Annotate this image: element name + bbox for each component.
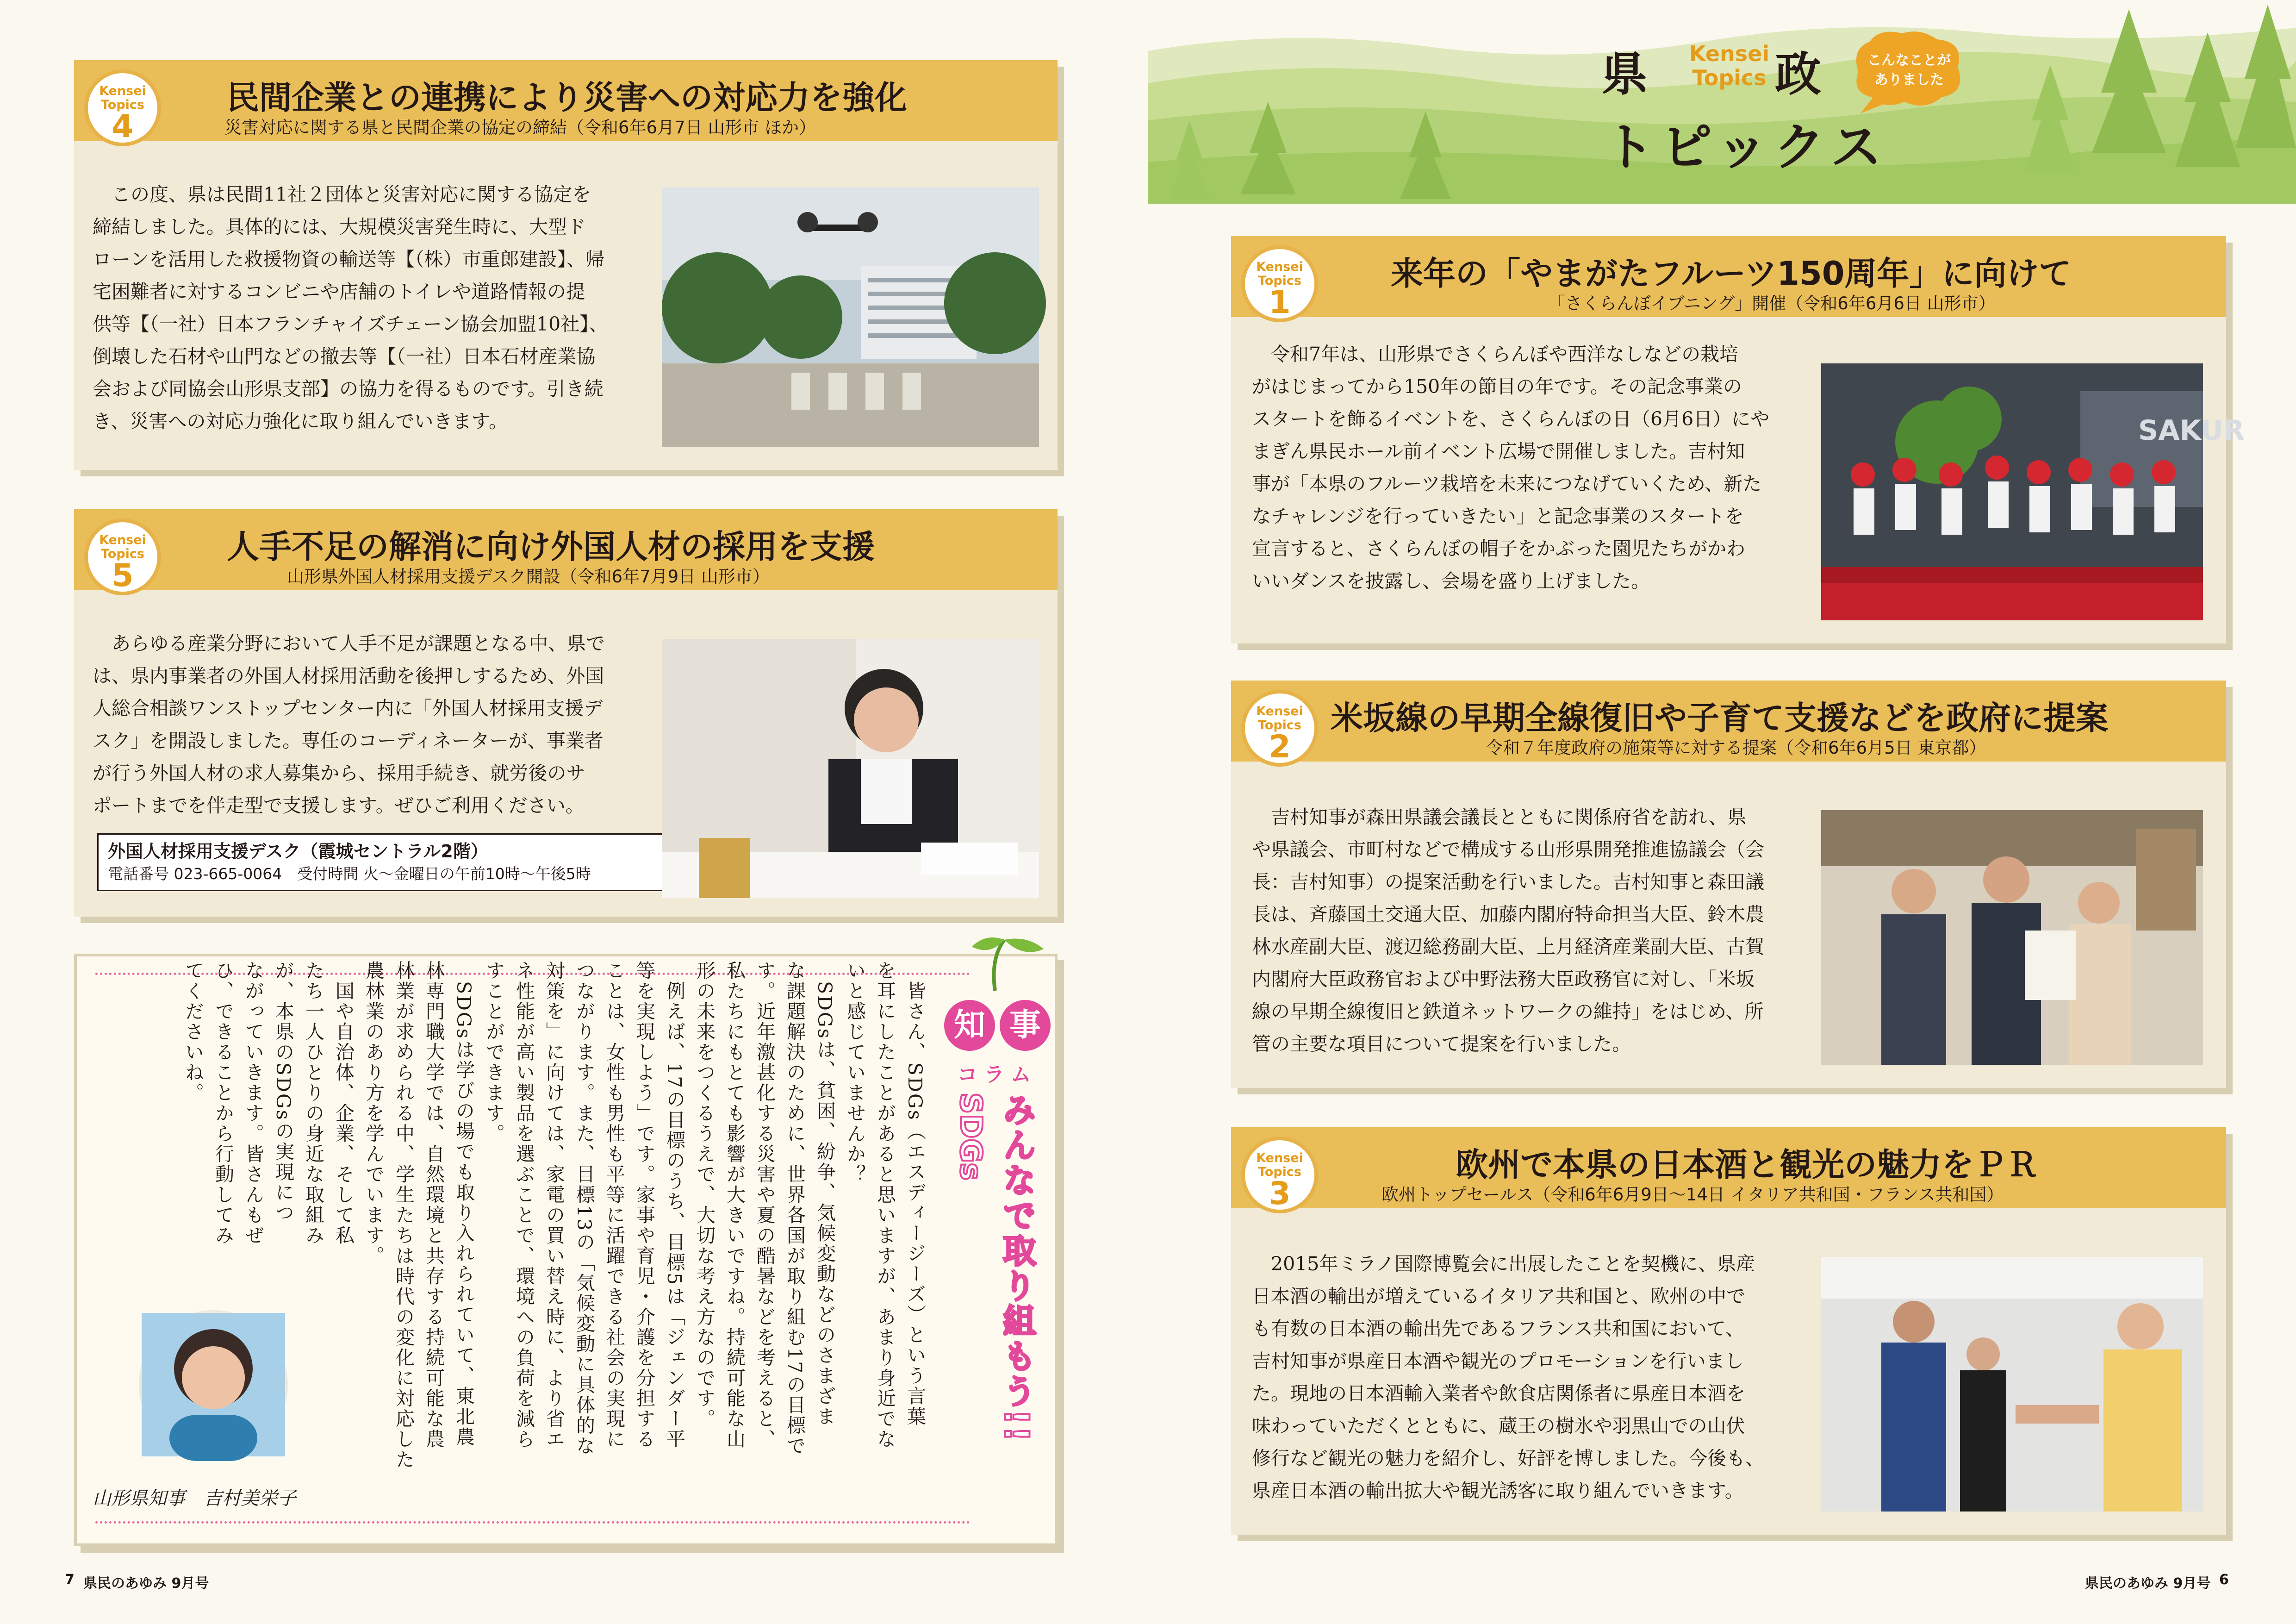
text-line: た。現地の日本酒輸入業者や飲食店関係者に県産日本酒を: [1252, 1382, 1745, 1405]
europe-sake-promotion-photo: [1821, 1257, 2203, 1512]
topics-header-banner: [1148, 0, 2296, 204]
text-line: スク」を開設しました。専任のコーディネーターが、事業者: [93, 730, 604, 752]
text-line: がはじまってから150年の節目の年です。その記念事業の: [1252, 375, 1742, 398]
drone-delivery-photo: [662, 187, 1039, 447]
topic-1-title: 来年の「やまがたフルーツ150周年」に向けて: [1391, 255, 2072, 293]
text-line: 味わっていただくとともに、蔵王の樹氷や羽黒山での山伏: [1252, 1415, 1745, 1437]
column-line: 皆さん、SDGs（エスディージーズ）という言葉: [904, 961, 926, 1427]
topic-4-subtitle: 災害対応に関する県と民間企業の協定の締結（令和6年6月7日 山形市 ほか）: [224, 118, 816, 137]
topic-1-photo: [1821, 363, 2245, 620]
text-line: まぎん県民ホール前イベント広場で開催しました。吉村知: [1252, 440, 1745, 462]
text-line: き、災害への対応力強化に取り組んでいきます。: [93, 410, 508, 432]
text-line: 線の早期全線復旧と鉄道ネットワークの維持」をはじめ、所: [1252, 1000, 1764, 1023]
text-line: この度、県は民間11社２団体と災害対応に関する協定を: [93, 183, 591, 206]
text-line: 修行など観光の魅力を紹介し、好評を博しました。今後も、: [1252, 1447, 1764, 1469]
text-line: いいダンスを披露し、会場を盛り上げました。: [1252, 570, 1650, 592]
proposal-meeting-photo: [1821, 810, 2203, 1065]
badge-topics-text: Topics: [100, 98, 145, 112]
topic-3-badge: [1241, 1137, 1318, 1213]
text-line: 吉村知事が森田県議会議長とともに関係府省を訪れ、県: [1252, 806, 1747, 828]
column-line: ことは、女性も男性も平等に活躍できる社会の実現に: [603, 961, 625, 1449]
speech-bubble: [1851, 28, 1967, 116]
footer-left-page-number: 7: [65, 1572, 75, 1588]
governor-portrait: [139, 1310, 288, 1459]
column-line: てくださいね。: [182, 961, 204, 1103]
topic-4-photo: [662, 187, 1039, 447]
badge-kensei-text: Kensei: [99, 84, 146, 98]
badge-topics-text: Topics: [100, 547, 145, 561]
bubble-text: [1851, 51, 1967, 90]
column-line: ネ性能が高い製品を選ぶことで、環境への負荷を減ら: [513, 961, 535, 1449]
column-line: いと感じていませんか？: [844, 961, 866, 1185]
text-line: スタートを飾るイベントを、さくらんぼの日（6月6日）にや: [1252, 408, 1770, 430]
column-line: 国や自治体、企業、そして私: [332, 961, 355, 1246]
topic-2-number: 2: [1269, 729, 1291, 765]
topic-card-2: [1231, 681, 2226, 1088]
column-line: 私たちにもとても影響が大きいですね。持続可能な山: [723, 961, 746, 1449]
column-line: 等を実現しよう」です。家事や育児・介護を分担する: [633, 961, 655, 1449]
topic-5-title: 人手不足の解消に向け外国人材の採用を支援: [227, 528, 875, 566]
text-line: が行う外国人材の求人募集から、採用手続き、就労後のサ: [93, 762, 585, 784]
topic-5-info-box: [97, 833, 664, 891]
header-topics-word: Topics: [1692, 65, 1767, 90]
topic-5-badge: [84, 518, 161, 595]
topic-3-photo: [1821, 1257, 2203, 1512]
info-box-title: 外国人材採用支援デスク（霞城セントラル2階）: [108, 841, 488, 862]
column-label-ji: 事: [1000, 1000, 1051, 1051]
column-line: 林業が求められる中、学生たちは時代の変化に対応した: [392, 961, 415, 1470]
topic-1-number: 1: [1269, 284, 1291, 321]
topic-card-4: [74, 60, 1058, 470]
footer-left-title: 県民のあゆみ 9月号: [83, 1575, 209, 1592]
text-line: 吉村知事が県産日本酒や観光のプロモーションを行いまし: [1252, 1350, 1744, 1372]
bubble-line-2: ありました: [1874, 72, 1944, 88]
topic-4-number: 4: [112, 108, 134, 145]
column-line: 形の未来をつくるうえで、大切な考え方なのです。: [693, 961, 716, 1429]
text-line: 長：吉村知事）の提案活動を行いました。吉村知事と森田議: [1252, 871, 1764, 893]
column-line: ながっていきます。皆さんもぜ: [242, 961, 264, 1246]
column-heading: [935, 935, 1055, 1454]
footer-right-page-number: 6: [2219, 1572, 2229, 1588]
column-line: たち一人ひとりの身近な取組み: [302, 961, 324, 1246]
topic-2-badge: [1241, 690, 1318, 767]
topic-5-subtitle: 山形県外国人材採用支援デスク開設（令和6年7月9日 山形市）: [287, 567, 770, 587]
badge-topics-text: Topics: [1257, 1165, 1302, 1179]
text-line: は、県内事業者の外国人材採用活動を後押しするため、外国: [93, 665, 604, 687]
column-line: ひ、できることから行動してみ: [212, 961, 234, 1246]
column-label-column: コラム: [957, 1063, 1038, 1087]
governor-signature: 山形県知事 吉村美栄子: [93, 1488, 296, 1509]
badge-topics-text: Topics: [1257, 274, 1302, 288]
topic-1-body: [1252, 338, 1835, 597]
topic-2-title: 米坂線の早期全線復旧や子育て支援などを政府に提案: [1331, 699, 2108, 737]
badge-kensei-text: Kensei: [99, 533, 146, 547]
text-line: 内閣府大臣政務官および中野法務大臣政務官に対し、「米坂: [1252, 968, 1755, 990]
topic-5-body: [93, 627, 694, 822]
text-line: なチャレンジを行っていきたい」と記念事業のスタートを: [1252, 505, 1744, 527]
column-line: 農林業のあり方を学んでいます。: [362, 961, 385, 1266]
text-line: 締結しました。具体的には、大規模災害発生時に、大型ド: [93, 216, 586, 238]
text-line: 令和7年は、山形県でさくらんぼや西洋なしなどの栽培: [1252, 343, 1739, 365]
column-line: す。近年激甚化する災害や夏の酷暑などを考えると、: [753, 961, 776, 1449]
column-line: すことができます。: [483, 961, 505, 1144]
header-kensei-word: Kensei: [1689, 41, 1770, 66]
text-line: 人総合相談ワンストップセンター内に「外国人材採用支援デ: [93, 697, 603, 719]
column-line: を耳にしたことがあると思いますが、あまり身近でな: [874, 961, 896, 1449]
column-line: 対策を」に向けては、家電の買い替え時に、より省エ: [543, 961, 565, 1449]
topic-3-body: [1252, 1248, 1854, 1507]
topic-card-1: [1231, 236, 2245, 643]
text-line: 宅困難者に対するコンビニや店舗のトイレや道路情報の提: [93, 281, 585, 303]
header-kanji-sei: 政: [1775, 47, 1821, 101]
topic-2-body: [1252, 801, 1854, 1060]
badge-kensei-text: Kensei: [1256, 260, 1303, 274]
topic-4-badge: [84, 69, 161, 146]
text-line: 事が「本県のフルーツ栽培を未来につなげていくため、新た: [1252, 473, 1762, 495]
cherry-kids-dance-photo: [1821, 363, 2203, 620]
photo-sign-text: SAKUR: [2138, 414, 2245, 447]
text-line: 倒壊した石材や山門などの撤去等【（一社）日本石材産業協: [93, 345, 596, 368]
header-topics-title: トピックス: [1604, 118, 1888, 177]
text-line: あらゆる産業分野において人手不足が課題となる中、県で: [93, 632, 605, 655]
column-line: が、本県のSDGsの実現につ: [272, 961, 294, 1223]
header-kensei-en: [1689, 42, 1769, 90]
column-line: SDGsは、貧困、紛争、気候変動などのさまざま: [814, 961, 836, 1427]
column-line: つながります。また、目標13の「気候変動に具体的な: [573, 961, 595, 1456]
topic-4-title: 民間企業との連携により災害への対応力を強化: [227, 79, 907, 117]
text-line: 会および同協会山形県支部】の協力を得るものです。引き続: [93, 378, 604, 400]
topic-1-subtitle: 「さくらんぼイブニング」開催（令和6年6月6日 山形市）: [1548, 294, 1996, 313]
topic-2-subtitle: 令和７年度政府の施策等に対する提案（令和6年6月5日 東京都）: [1486, 738, 1986, 758]
column-line: SDGsは学びの場でも取り入れられていて、東北農: [453, 961, 475, 1447]
header-kanji-ken: 県: [1601, 47, 1648, 101]
badge-kensei-text: Kensei: [1256, 1151, 1303, 1165]
text-line: 林水産副大臣、渡辺総務副大臣、上月経済産業副大臣、古賀: [1252, 936, 1764, 958]
topic-card-3: [1231, 1127, 2226, 1535]
bubble-line-1: こんなことが: [1867, 52, 1951, 69]
topic-card-5: [74, 509, 1058, 917]
topic-3-title: 欧州で本県の日本酒と観光の魅力をＰＲ: [1456, 1146, 2039, 1184]
column-line: 林専門職大学では、自然環境と共存する持続可能な農: [423, 961, 445, 1449]
column-line: な課題解決のために、世界各国が取り組む17の目標で: [784, 961, 806, 1456]
topic-1-badge: [1241, 245, 1318, 322]
text-line: 長は、斉藤国土交通大臣、加藤内閣府特命担当大臣、鈴木農: [1252, 903, 1764, 925]
topic-5-photo: [662, 639, 1039, 898]
topic-5-number: 5: [112, 557, 134, 594]
footer-right-title: 県民のあゆみ 9月号: [2085, 1575, 2211, 1592]
badge-topics-text: Topics: [1257, 718, 1302, 732]
foreign-talent-desk-photo: [662, 639, 1039, 898]
column-headline: みんなで取り組もう!!: [997, 1093, 1036, 1443]
column-headline-sub: SDGs: [953, 1093, 988, 1181]
text-line: も有数の日本酒の輸出先であるフランス共和国において、: [1252, 1318, 1744, 1340]
info-box-detail: 電話番号 023-665-0064 受付時間 火〜金曜日の午前10時〜午後5時: [108, 865, 591, 883]
topic-3-subtitle: 欧州トップセールス（令和6年6月9日〜14日 イタリア共和国・フランス共和国）: [1381, 1185, 2004, 1205]
governor-photo: [142, 1313, 285, 1456]
text-line: 供等【（一社）日本フランチャイズチェーン協会加盟10社】、: [93, 313, 608, 335]
column-line: 例えば、17の目標のうち、目標5は「ジェンダー平: [663, 961, 685, 1449]
text-line: 宣言すると、さくらんぼの帽子をかぶった園児たちがかわ: [1252, 537, 1745, 560]
text-line: 日本酒の輸出が増えているイタリア共和国と、欧州の中で: [1252, 1285, 1745, 1307]
text-line: や県議会、市町村などで構成する山形県開発推進協議会（会: [1252, 838, 1764, 861]
text-line: 管の主要な項目について提案を行いました。: [1252, 1033, 1631, 1055]
topic-2-photo: [1821, 810, 2203, 1065]
text-line: ポートまでを伴走型で支援します。ぜひご利用ください。: [93, 794, 585, 817]
topic-3-number: 3: [1269, 1175, 1291, 1212]
text-line: 県産日本酒の輸出拡大や観光誘客に取り組んでいきます。: [1252, 1480, 1744, 1502]
column-label-chi: 知: [944, 1000, 995, 1051]
topic-4-body: [93, 178, 694, 437]
text-line: ローンを活用した救援物資の輸送等【（株）市重郎建設】、帰: [93, 248, 605, 270]
badge-kensei-text: Kensei: [1256, 704, 1303, 718]
text-line: 2015年ミラノ国際博覧会に出展したことを契機に、県産: [1252, 1253, 1755, 1275]
